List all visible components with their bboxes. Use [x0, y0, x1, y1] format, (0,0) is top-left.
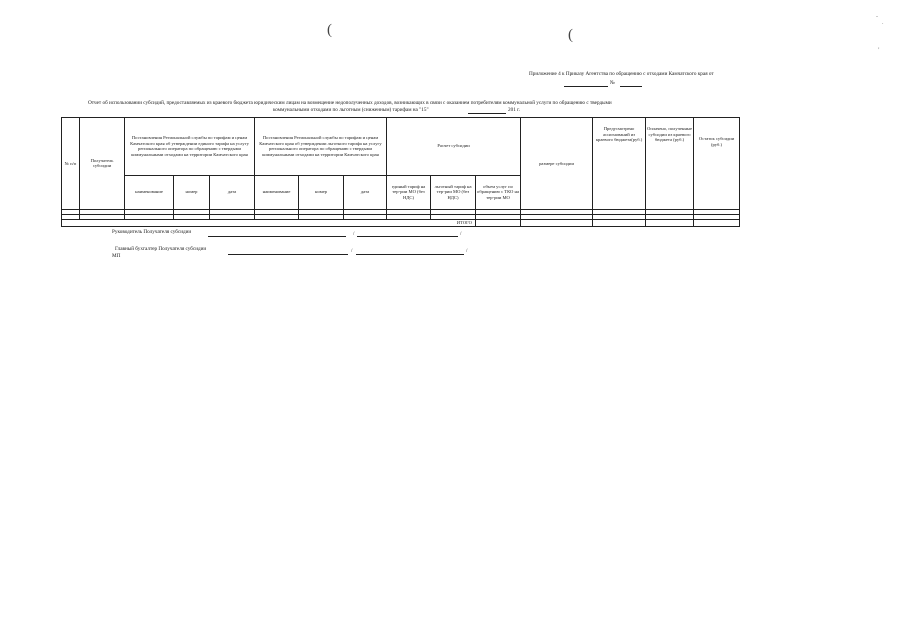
header-planned-allocations: Предусмотрено ассигнований из краевого бюджета(руб.) [593, 118, 646, 210]
stamp-placeholder: МП [112, 253, 121, 259]
appendix-number-line [620, 86, 642, 87]
table-total-row [62, 219, 740, 226]
subsidy-report-table [61, 117, 740, 227]
appendix-number-label: № [610, 80, 615, 86]
scan-speck: - [876, 14, 878, 20]
header-single-tariff-resolutions: Постановления Региональной службы по тарифам и ценам Камчатского края об утверждении единого тарифа на услугу регионального оператора по обращению с твердыми коммунальными отходами на территории Камчатского края [125, 118, 255, 176]
accountant-signature-slash: / [351, 248, 353, 254]
head-signature-line [208, 236, 346, 237]
appendix-reference: Приложение 4 к Приказу Агентства по обращению с отходами Камчатского края от [529, 71, 714, 77]
report-title-line1: Отчет об использовании субсидий, предоставляемых из краевого бюджета юридическим лицам на возмещение недополученных доходов, возникающих в связи с оказанием потребителям коммунальной услуги по обращению с твердыми [88, 100, 612, 106]
scan-mark-right: ( [568, 27, 573, 43]
subheader-date: дата [344, 175, 387, 209]
header-paid-subsidies: Оплачено, полученные субсидии из краевого бюджета (руб.) [646, 118, 694, 210]
scan-speck: . [882, 20, 884, 26]
header-subsidy-size: размере субсидии [521, 118, 593, 210]
accountant-signature-line [228, 254, 348, 255]
report-year: 201 г. [508, 107, 520, 113]
report-title-line2: коммунальными отходами по льготным (сниженным) тарифам на "15" [273, 107, 429, 113]
subheader-date: дата [210, 175, 255, 209]
scan-mark-left: ( [327, 22, 332, 38]
head-name-slash: / [460, 231, 462, 237]
subheader-service-volume: объем услуг по обращению с ТКО на тер-рии МО [476, 175, 521, 209]
scan-speck: , [878, 44, 880, 50]
header-number: № п/п [62, 118, 80, 210]
header-subsidy-calculation: Расчет субсидии [387, 118, 521, 176]
header-preferential-tariff-resolutions: Постановления Региональной службы по тарифам и ценам Камчатского края об утверждении льготного тарифа на услугу регионального оператора по обращению с твердыми коммунальными отходами на территории Камчатского края [255, 118, 387, 176]
total-label: ИТОГО [62, 219, 476, 226]
head-signature-slash: / [353, 231, 355, 237]
subheader-name: наименование [125, 175, 174, 209]
accountant-signature-label: Главный бухгалтер Получателя субсидии [115, 246, 207, 252]
subheader-single-tariff: единый тариф на тер-рии МО (без НДС) [387, 175, 431, 209]
report-date-line [468, 113, 506, 114]
header-subsidy-balance: Остаток субсидии (руб.) [694, 118, 740, 210]
table-header-row [62, 118, 740, 176]
accountant-name-slash: / [466, 248, 468, 254]
appendix-date-line [564, 86, 608, 87]
subheader-preferential-tariff: льготный тариф на тер-рии МО (без НДС) [431, 175, 476, 209]
subheader-number: номер [174, 175, 210, 209]
head-signature-label: Руководитель Получателя субсидии [112, 229, 192, 235]
head-name-line [357, 236, 458, 237]
header-recipient: Получатель субсидии [80, 118, 125, 210]
subheader-name: наименование [255, 175, 299, 209]
accountant-name-line [356, 254, 464, 255]
subheader-number: номер [299, 175, 344, 209]
